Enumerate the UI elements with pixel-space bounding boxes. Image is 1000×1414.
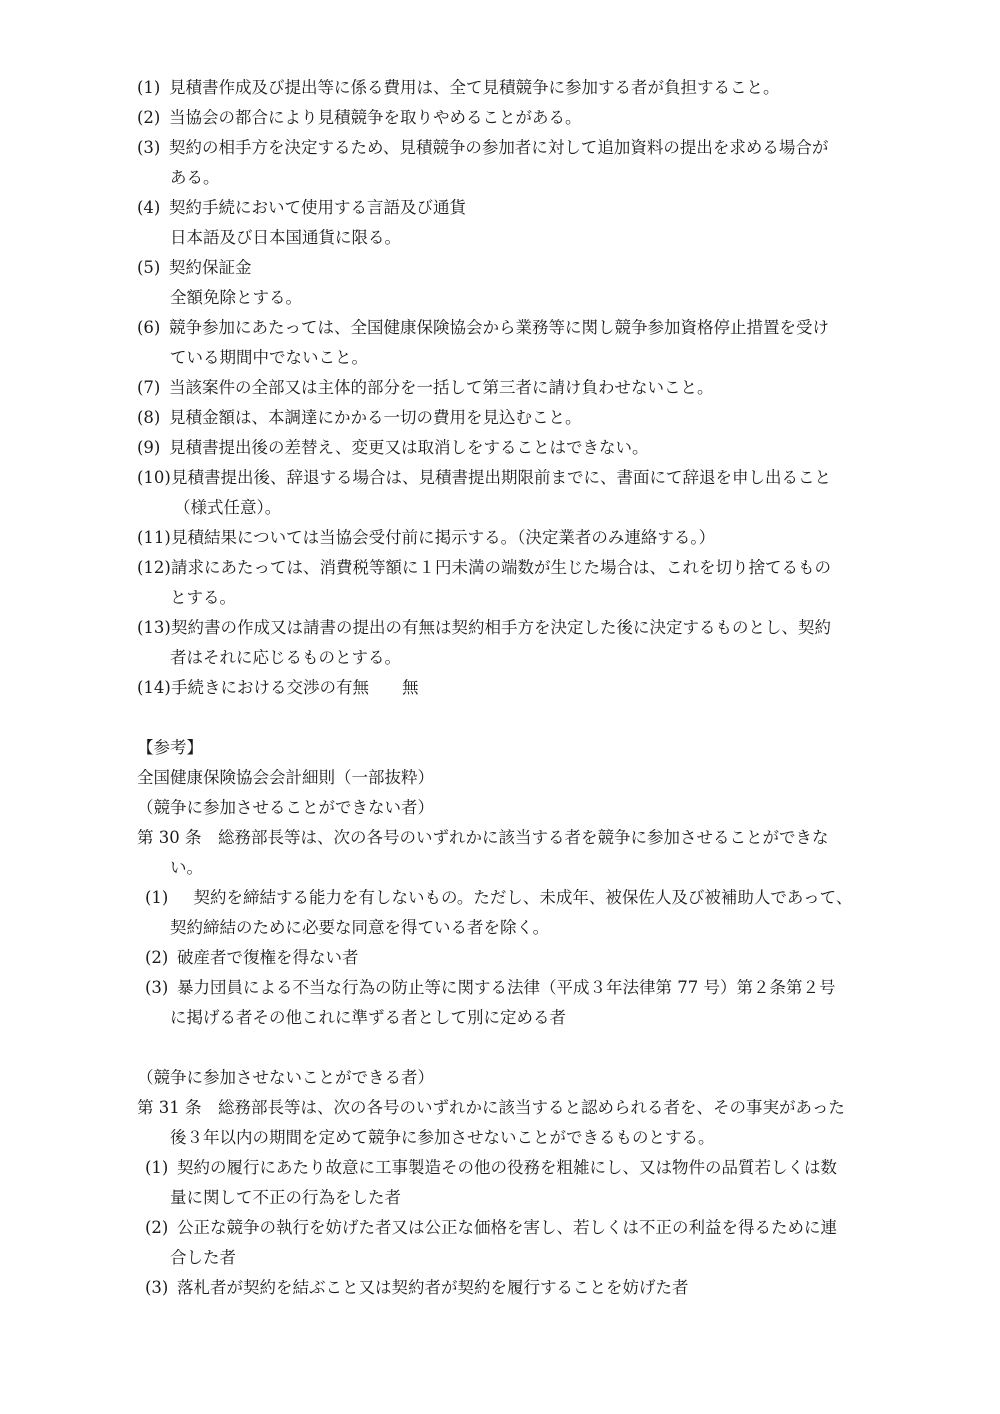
article-31-text: 第 31 条 総務部長等は、次の各号のいずれかに該当すると認められる者を、その事実があった [137, 1098, 845, 1117]
list-item: (1) 見積書作成及び提出等に係る費用は、全て見積競争に参加する者が負担すること。 [137, 76, 780, 100]
item-number: (2) [145, 948, 169, 967]
list-item: (12)請求にあたっては、消費税等額に１円未満の端数が生じた場合は、これを切り捨てるもの [137, 556, 831, 580]
article-31-caption: （競争に参加させないことができる者） [137, 1068, 434, 1087]
list-item: (10)見積書提出後、辞退する場合は、見積書提出期限前までに、書面にて辞退を申し出ること [137, 466, 831, 490]
list-item: (4) 契約手続において使用する言語及び通貨 [137, 196, 466, 220]
item-number: (1) [137, 78, 161, 97]
item-number: (4) [137, 198, 161, 217]
list-item: (7) 当該案件の全部又は主体的部分を一括して第三者に請け負わせないこと。 [137, 376, 714, 400]
list-item-continuation: 量に関して不正の行為をした者 [170, 1188, 401, 1207]
list-item: (6) 競争参加にあたっては、全国健康保険協会から業務等に関し競争参加資格停止措置を受け [137, 316, 829, 340]
item-number: (10) [137, 468, 171, 487]
list-item-continuation: ある。 [170, 168, 220, 187]
article-30-text: 第 30 条 総務部長等は、次の各号のいずれかに該当する者を競争に参加させることができな [137, 828, 829, 847]
item-number: (7) [137, 378, 161, 397]
item-number: (6) [137, 318, 161, 337]
list-item-continuation: （様式任意）。 [174, 498, 282, 517]
list-item: (13)契約書の作成又は請書の提出の有無は契約相手方を決定した後に決定するものとし、契約 [137, 616, 831, 640]
reference-source: 全国健康保険協会会計細則（一部抜粋） [137, 768, 434, 787]
reference-heading: 【参考】 [137, 738, 203, 757]
list-item: (2) 当協会の都合により見積競争を取りやめることがある。 [137, 106, 582, 130]
item-number: (13) [137, 618, 171, 637]
list-item: (9) 見積書提出後の差替え、変更又は取消しをすることはできない。 [137, 436, 649, 460]
article-30-caption: （競争に参加させることができない者） [137, 798, 434, 817]
list-item-continuation: とする。 [170, 588, 236, 607]
list-item-continuation: 合した者 [170, 1248, 236, 1267]
list-item: (3) 暴力団員による不当な行為の防止等に関する法律（平成３年法律第 77 号）第２条第２号 [145, 976, 836, 1000]
item-number: (11) [137, 528, 171, 547]
item-number: (14) [137, 678, 171, 697]
item-number: (1) [145, 888, 169, 907]
list-item-continuation: 者はそれに応じるものとする。 [170, 648, 401, 667]
list-item: (1) 契約を締結する能力を有しないもの。ただし、未成年、被保佐人及び被補助人であって、 [145, 886, 852, 910]
list-item: (5) 契約保証金 [137, 256, 252, 280]
article-31-text-continuation: 後３年以内の期間を定めて競争に参加させないことができるものとする。 [170, 1128, 715, 1147]
list-item: (1) 契約の履行にあたり故意に工事製造その他の役務を粗雑にし、又は物件の品質若しくは数 [145, 1156, 837, 1180]
item-number: (8) [137, 408, 161, 427]
list-item: (14)手続きにおける交渉の有無 無 [137, 676, 419, 700]
list-item-continuation: に掲げる者その他これに準ずる者として別に定める者 [170, 1008, 566, 1027]
item-number: (3) [145, 1278, 169, 1297]
list-item: (11)見積結果については当協会受付前に掲示する。（決定業者のみ連絡する。） [137, 526, 715, 550]
article-30-text-continuation: い。 [170, 858, 203, 877]
item-number: (1) [145, 1158, 169, 1177]
item-number: (9) [137, 438, 161, 457]
list-item: (3) 契約の相手方を決定するため、見積競争の参加者に対して追加資料の提出を求める場合が [137, 136, 828, 160]
item-number: (2) [145, 1218, 169, 1237]
list-item: (3) 落札者が契約を結ぶこと又は契約者が契約を履行することを妨げた者 [145, 1276, 689, 1300]
item-number: (2) [137, 108, 161, 127]
item-number: (5) [137, 258, 161, 277]
item-number: (3) [137, 138, 161, 157]
list-item: (8) 見積金額は、本調達にかかる一切の費用を見込むこと。 [137, 406, 582, 430]
list-item-continuation: 契約締結のために必要な同意を得ている者を除く。 [170, 918, 550, 937]
list-item-continuation: 日本語及び日本国通貨に限る。 [170, 228, 401, 247]
item-number: (12) [137, 558, 171, 577]
list-item: (2) 破産者で復権を得ない者 [145, 946, 359, 970]
list-item-continuation: 全額免除とする。 [170, 288, 302, 307]
item-number: (3) [145, 978, 169, 997]
list-item: (2) 公正な競争の執行を妨げた者又は公正な価格を害し、若しくは不正の利益を得るために連 [145, 1216, 837, 1240]
list-item-continuation: ている期間中でないこと。 [170, 348, 368, 367]
